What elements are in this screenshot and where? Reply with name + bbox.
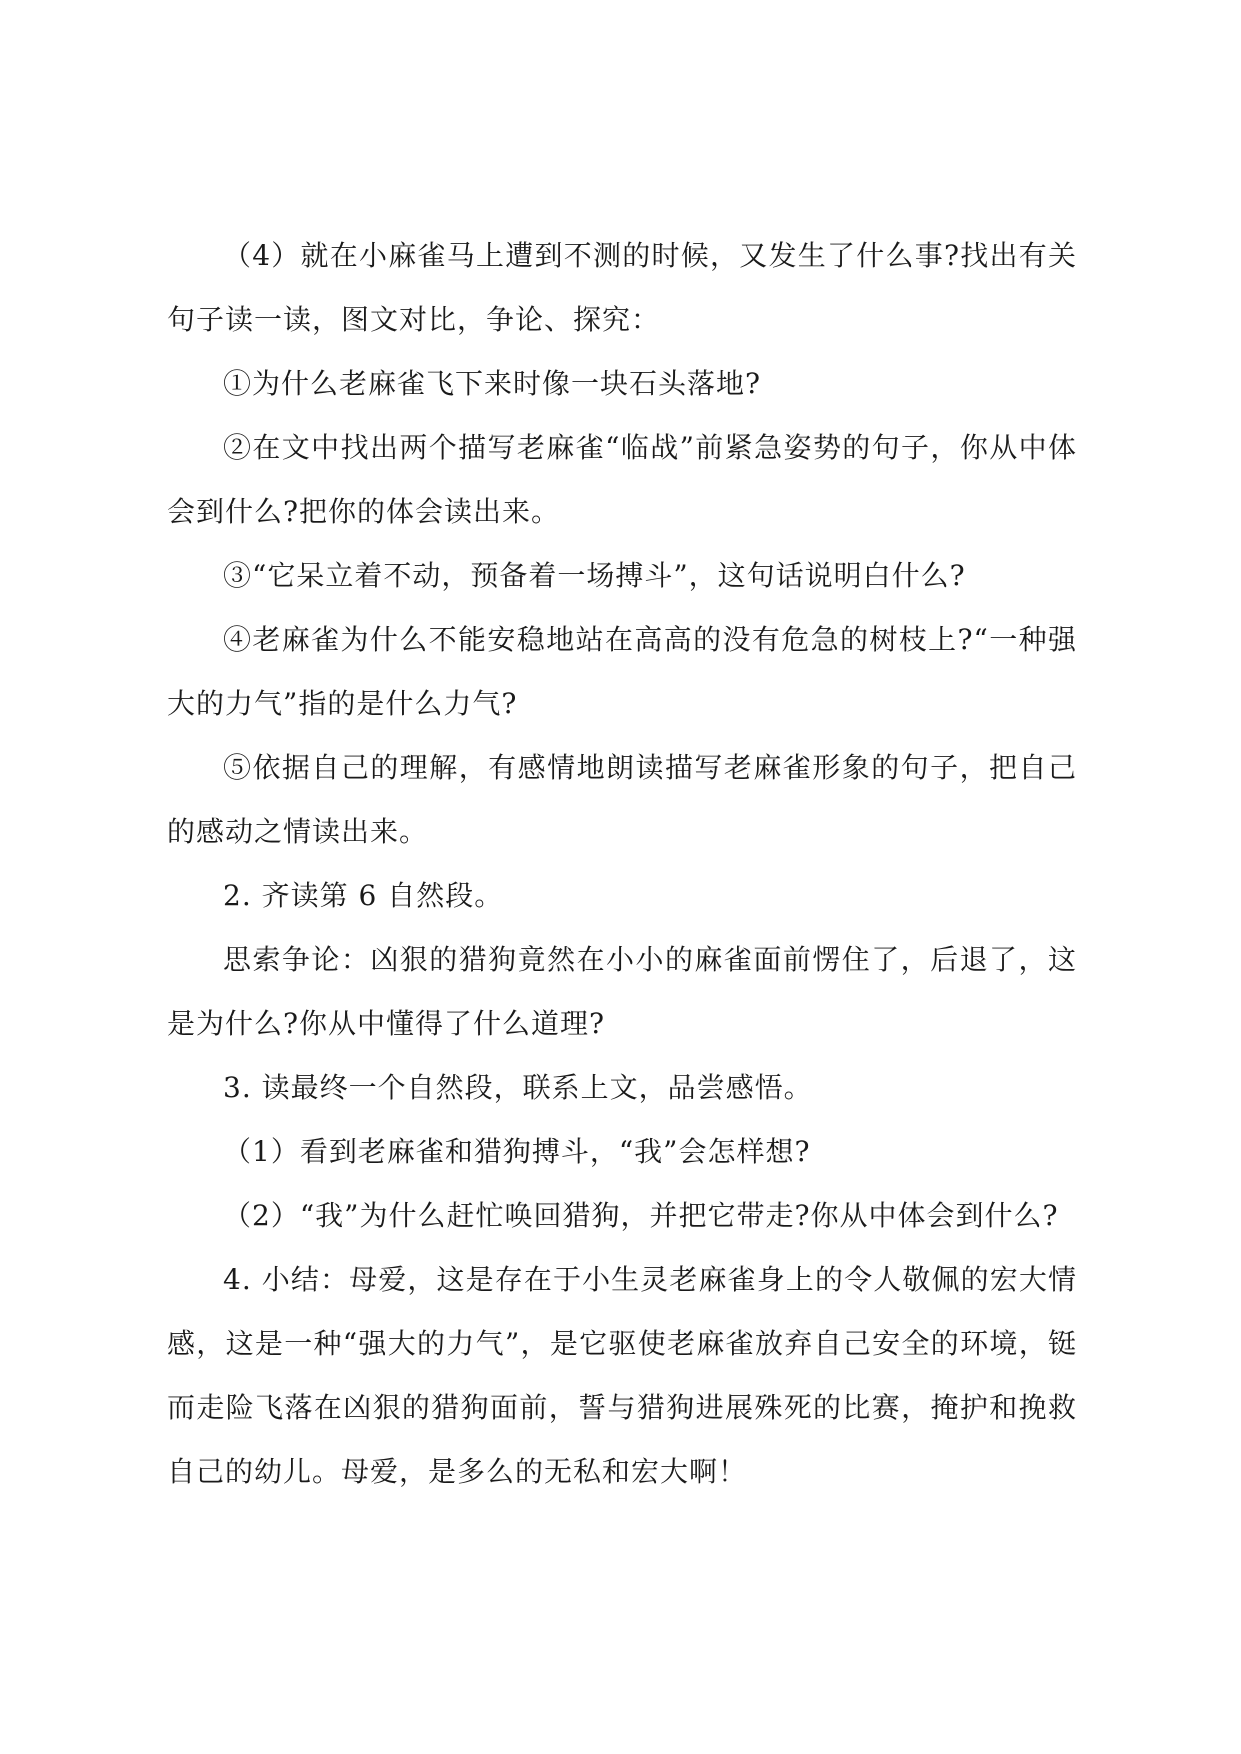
paragraph-step-3-item-1: （1）看到老麻雀和猎狗搏斗，“我”会怎样想? [223,1135,811,1168]
paragraph-subquestion-2: ②在文中找出两个描写老麻雀“临战”前紧急姿势的句子，你从中体会到什么?把你的体会读出来。 [167,431,1077,528]
paragraph-step-3: 3. 读最终一个自然段，联系上文，品尝感悟。 [223,1071,813,1104]
paragraph-step-2: 2. 齐读第 6 自然段。 [223,879,504,912]
paragraph-subquestion-4: ④老麻雀为什么不能安稳地站在高高的没有危急的树枝上?“一种强大的力气”指的是什么力气? [167,623,1077,720]
paragraph-step-3-item-2: （2）“我”为什么赶忙唤回猎狗，并把它带走?你从中体会到什么? [223,1199,1059,1232]
document-body [167,224,1077,1504]
paragraph-subquestion-1: ①为什么老麻雀飞下来时像一块石头落地? [223,367,762,400]
paragraph-question-4: （4）就在小麻雀马上遭到不测的时候，又发生了什么事?找出有关句子读一读，图文对比，争论、探究： [167,239,1077,336]
paragraph-discussion: 思索争论：凶狠的猎狗竟然在小小的麻雀面前愣住了，后退了，这是为什么?你从中懂得了什么道理? [167,943,1077,1040]
paragraph-summary: 4. 小结：母爱，这是存在于小生灵老麻雀身上的令人敬佩的宏大情感，这是一种“强大的力气”，是它驱使老麻雀放弃自己安全的环境，铤而走险飞落在凶狠的猎狗面前，誓与猎狗进展殊死的比赛，掩护和挽救自己的幼儿。母爱，是多么的无私和宏大啊！ [167,1263,1077,1488]
paragraph-subquestion-3: ③“它呆立着不动，预备着一场搏斗”，这句话说明白什么? [223,559,966,592]
paragraph-subquestion-5: ⑤依据自己的理解，有感情地朗读描写老麻雀形象的句子，把自己的感动之情读出来。 [167,751,1077,848]
